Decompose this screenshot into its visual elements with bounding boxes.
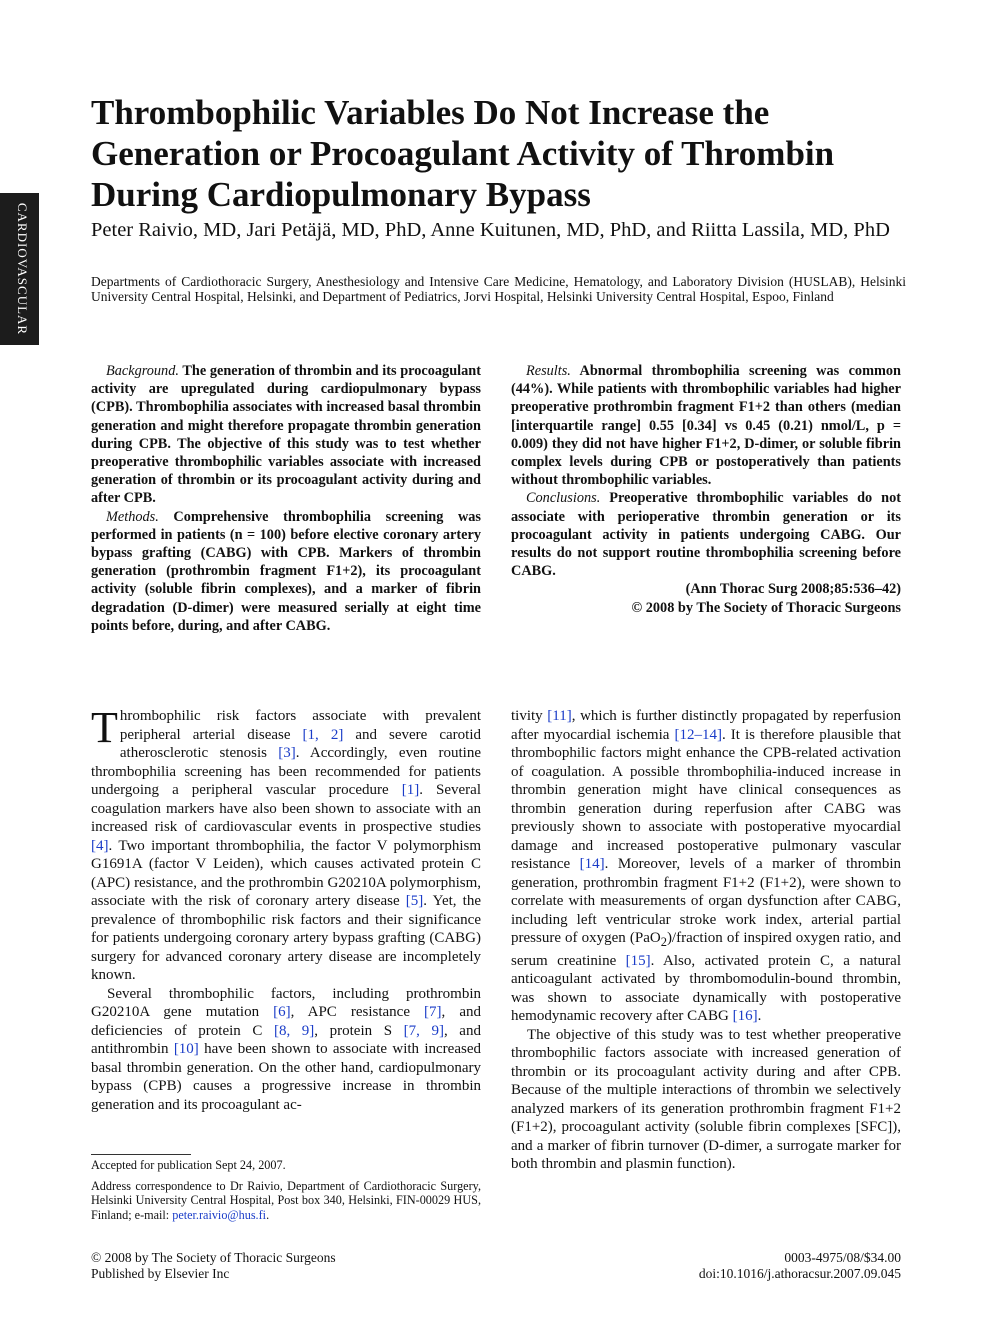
- correspondence-note: Address correspondence to Dr Raivio, Department of Cardiothoracic Surgery, Helsinki University Central Hospital, Post box 340, Helsinki, FIN-00029 HUS, Finland; e-mail: peter.raivio@hus.fi.: [91, 1178, 481, 1222]
- reference-link[interactable]: [16]: [732, 1008, 758, 1024]
- results-label: Results.: [526, 363, 571, 379]
- accepted-note: Accepted for publication Sept 24, 2007.: [91, 1158, 286, 1172]
- reference-link[interactable]: [3]: [278, 745, 296, 761]
- abstract-copyright: © 2008 by The Society of Thoracic Surgeons: [631, 599, 901, 616]
- abstract-background: [91, 362, 481, 508]
- background-label: Background.: [106, 363, 179, 379]
- reference-link[interactable]: [7, 9]: [403, 1022, 444, 1039]
- reference-link[interactable]: [10]: [173, 1041, 199, 1057]
- reference-link[interactable]: [4]: [91, 837, 109, 854]
- conclusions-text: Preoperative thrombophilic variables do not associate with perioperative thrombin generation or its procoagulant activity in patients undergoing CABG. Our results do not support routine thrombophilia screening before CABG.: [511, 490, 901, 580]
- reference-link[interactable]: [1]: [401, 782, 420, 798]
- intro-paragraph-1: Thrombophilic risk factors associate with prevalent peripheral arterial disease [1, 2] and severe carotid atherosclerotic stenosis [3]. Accordingly, even routine thrombophilia screening has been recommended for patients undergoing a peripheral vascular procedure [1]. Several coagulation markers have also been shown to associate with an increased risk of cardiovascular events in prospective studies [4]. Two important thrombophilia, the factor V polymorphism G1691A (factor V Leiden), which causes activated protein C (APC) resistance, and the prothrombin G20210A polymorphism, associate with the risk of coronary artery disease [5]. Yet, the prevalence of thrombophilic risk factors and their significance for patients undergoing coronary artery bypass grafting (CABG) surgery for advanced coronary artery disease are incompletely known.: [91, 703, 481, 983]
- footnotes: [91, 1158, 481, 1228]
- footer-doi: doi:10.1016/j.athoracsur.2007.09.045: [698, 1266, 901, 1281]
- drop-cap: T: [91, 703, 118, 752]
- journal-citation: (Ann Thorac Surg 2008;85:536–42): [685, 581, 901, 598]
- background-text: The generation of thrombin and its procoagulant activity are upregulated during cardiopulmonary bypass (CPB). Thrombophilia associates with increased basal thrombin generation and might therefore propagate thrombin generation during CPB. The objective of this study was to test whether preoperative thrombophilic variables associate with increased generation of thrombin or its procoagulant activity during and after CPB.: [91, 363, 481, 507]
- article-title: Thrombophilic Variables Do Not Increase the Generation or Procoagulant Activity of Thrombin During Cardiopulmonary Bypass: [91, 93, 835, 214]
- methods-label: Methods.: [106, 508, 159, 525]
- abstract-conclusions: [511, 489, 901, 580]
- reference-link[interactable]: [1, 2]: [302, 726, 344, 743]
- abstract-left-column: [91, 362, 481, 635]
- footer-copyright: © 2008 by The Society of Thoracic Surgeons: [91, 1250, 336, 1265]
- body-right-column: [511, 707, 901, 1174]
- abstract-right-column: [511, 362, 901, 617]
- footnote-divider: [91, 1154, 191, 1155]
- author-list: Peter Raivio, MD, Jari Petäjä, MD, PhD, Anne Kuitunen, MD, PhD, and Riitta Lassila, MD, PhD: [91, 219, 890, 241]
- email-link[interactable]: peter.raivio@hus.fi: [172, 1207, 267, 1222]
- reference-link[interactable]: [15]: [625, 952, 651, 969]
- reference-link[interactable]: [11]: [547, 708, 572, 724]
- reference-link[interactable]: [8, 9]: [273, 1022, 315, 1039]
- reference-link[interactable]: [7]: [424, 1004, 442, 1020]
- footer-publisher: [91, 1250, 336, 1282]
- footer-issn: 0003-4975/08/$34.00: [784, 1250, 901, 1265]
- abstract-methods: [91, 508, 481, 635]
- subscript: 2: [660, 935, 667, 949]
- affiliations: Departments of Cardiothoracic Surgery, Anesthesiology and Intensive Care Medicine, Hematology, and Laboratory Division (HUSLAB), Helsinki University Central Hospital, Helsinki, and Department of Pediatrics, Jorvi Hospital, Helsinki University Central Hospital, Espoo, Finland: [91, 274, 906, 304]
- results-text: Abnormal thrombophilia screening was common (44%). While patients with thrombophilic variables had higher preoperative prothrombin fragment F1+2 than others (median [interquartile range] 0.55 [0.34] vs 0.45 (0.21) nmol/L, p = 0.009) they did not have higher F1+2, D-dimer, or soluble fibrin complex levels during CPB or postoperatively than patients without thrombophilic variables.: [511, 363, 901, 489]
- footer-identifiers: [699, 1250, 901, 1282]
- section-side-tab: [0, 193, 39, 345]
- reference-link[interactable]: [6]: [273, 1004, 291, 1020]
- methods-text: Comprehensive thrombophilia screening was performed in patients (n = 100) before elective coronary artery bypass grafting (CABG) with CPB. Markers of thrombin generation (prothrombin fragment F1+2), its procoagulant activity (soluble fibrin complexes), and a marker of fibrin degradation (D-dimer) were measured serially at eight time points before, during, and after CABG.: [91, 508, 481, 634]
- reference-link[interactable]: [14]: [579, 856, 605, 872]
- intro-paragraph-4: The objective of this study was to test whether preoperative thrombophilic factors associate with increased generation of thrombin or its procoagulant activity during and after CPB. Because of the multiple interactions of thrombin we selectively analyzed markers of its generation prothrombin fragment F1+2 (F1+2), procoagulant activity (soluble fibrin complexes [SFC]), and a marker of fibrin turnover (D-dimer, a surrogate marker for both thrombin and plasmin function).: [511, 1026, 901, 1172]
- footer-publisher-name: Published by Elsevier Inc: [91, 1266, 230, 1281]
- conclusions-label: Conclusions.: [526, 490, 601, 507]
- section-side-tab-label: CARDIOVASCULAR: [15, 202, 30, 336]
- reference-link[interactable]: [5]: [405, 893, 424, 909]
- intro-paragraph-2: Several thrombophilic factors, including prothrombin G20210A gene mutation [6], APC resistance [7], and deficiencies of protein C [8, 9], protein S [7, 9], and antithrombin [10] have been shown to associate with increased basal thrombin generation. On the other hand, cardiopulmonary bypass (CPB) causes a progressive increase in thrombin generation and its procoagulant ac-: [91, 985, 481, 1113]
- body-left-column: [91, 703, 481, 1114]
- reference-link[interactable]: [12–14]: [674, 726, 722, 743]
- abstract-results: [511, 362, 901, 489]
- intro-paragraph-3: tivity [11], which is further distinctly propagated by reperfusion after myocardial ischemia [12–14]. It is therefore plausible that thrombophilic factors might enhance the CPB-related activation of coagulation. A possible thrombophilia-induced increase in thrombin generation might have clinical consequences as thrombin generation during reperfusion after CABG was previously shown to associate with postoperative myocardial damage and increased postoperative pulmonary vascular resistance [14]. Moreover, levels of a marker of thrombin generation, prothrombin fragment F1+2 (F1+2), were shown to correlate with measurements of organ dysfunction after CABG, including left ventricular stroke work index, arterial partial pressure of oxygen (PaO$_2$)/fraction of inspired oxygen ratio, and serum creatinine [15]. Also, activated protein C, a natural anticoagulant activated by thrombomodulin-bound thrombin, was shown to associate dynamically with postoperative hemodynamic recovery after CABG [16].: [511, 708, 901, 1024]
